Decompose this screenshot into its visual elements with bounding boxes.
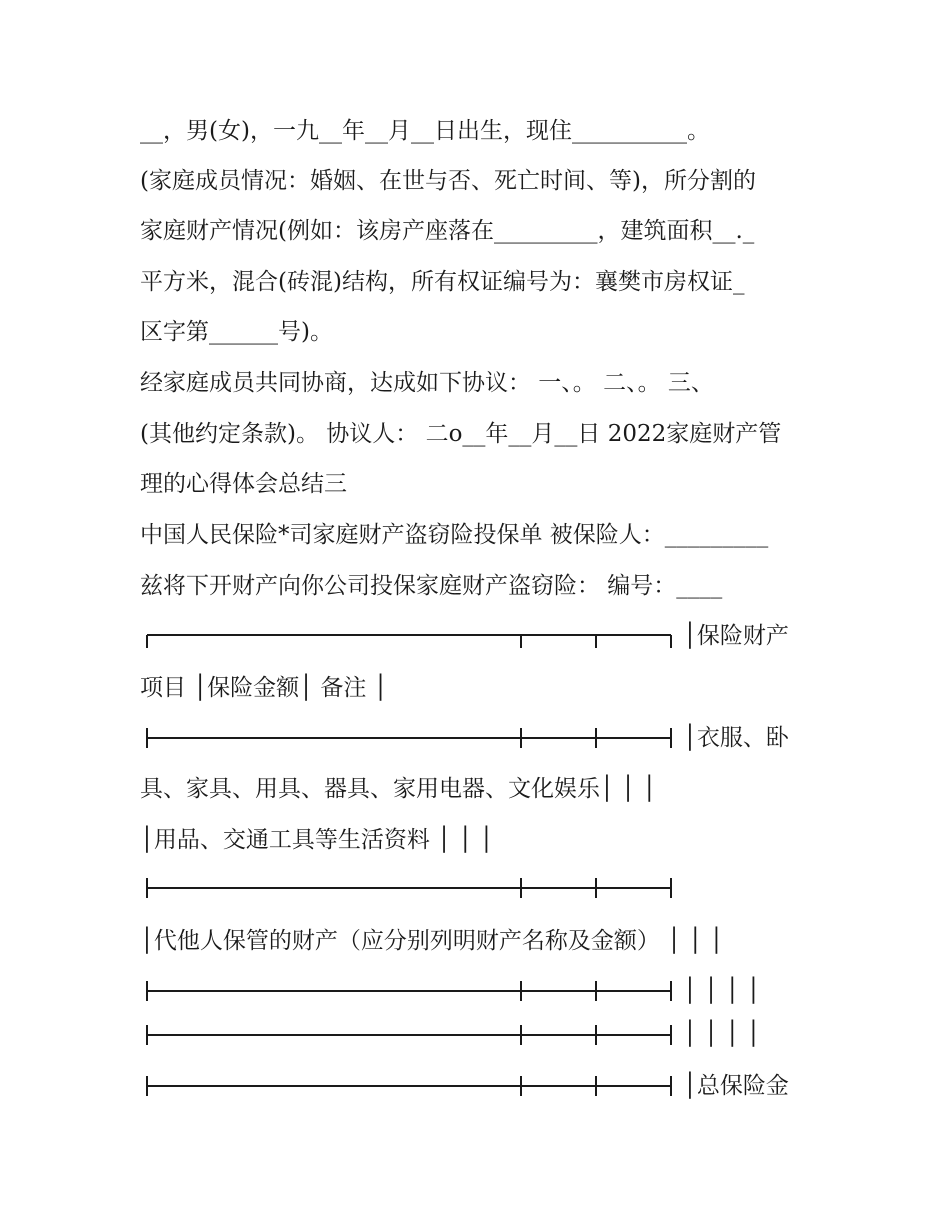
text-line-3: 家庭财产情况(例如：该房产座落在_________，建筑面积__._	[140, 218, 755, 244]
table-separator-2	[145, 878, 673, 898]
text-line-9: 中国人民保险*司家庭财产盗窃险投保单 被保险人：_________	[140, 522, 769, 548]
table-row-3-cont: │代他人保管的财产（应分别列明财产名称及金额） │ │ │	[140, 928, 724, 954]
table-row-2-cont: 具、家具、用具、器具、家用电器、文化娱乐│ │ │	[140, 776, 657, 802]
text-line-8: 理的心得体会总结三	[140, 471, 347, 497]
table-row-1-tail: │保险财产	[683, 623, 789, 649]
table-separator-3	[145, 981, 673, 1001]
text-line-2: (家庭成员情况：婚姻、在世与否、死亡时间、等)，所分割的	[140, 168, 756, 194]
table-row-5-tail: │ │ │ │	[683, 1021, 761, 1047]
text-line-10: 兹将下开财产向你公司投保家庭财产盗窃险： 编号：____	[140, 573, 723, 599]
table-row-2-tail: │衣服、卧	[683, 725, 789, 751]
text-line-1: __，男(女)，一九__年__月__日出生，现住__________。	[140, 118, 710, 144]
table-separator-1	[145, 728, 673, 748]
text-line-5: 区字第______号)。	[140, 319, 333, 345]
table-separator-4	[145, 1025, 673, 1045]
text-line-4: 平方米，混合(砖混)结构，所有权证编号为：襄樊市房权证_	[140, 269, 745, 295]
text-line-7: (其他约定条款)。 协议人： 二o__年__月__日 2022家庭财产管	[140, 421, 782, 447]
table-row-2-cont2: │用品、交通工具等生活资料 │ │ │	[140, 827, 494, 853]
table-row-1-cont: 项目 │保险金额│ 备注 │	[140, 675, 388, 701]
text-line-6: 经家庭成员共同协商，达成如下协议： 一、。 二、。 三、	[140, 370, 714, 396]
table-row-6-tail: │总保险金	[683, 1073, 789, 1099]
table-top-border	[145, 630, 673, 650]
table-separator-5	[145, 1076, 673, 1096]
table-row-4-tail: │ │ │ │	[683, 978, 761, 1004]
